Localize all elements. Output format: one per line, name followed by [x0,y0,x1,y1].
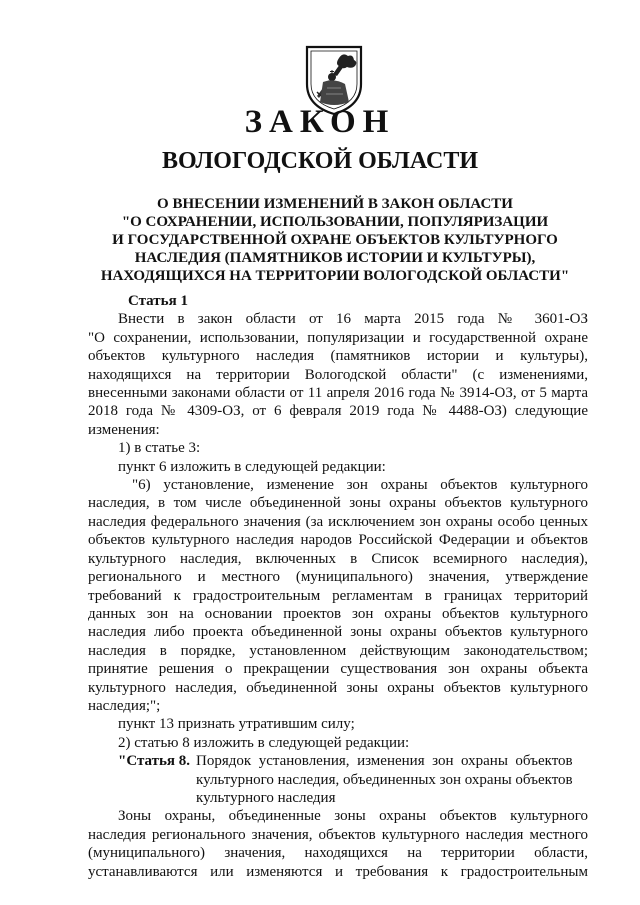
article-8-text-line: (муниципального) значения, находящихся на территории области, [88,845,588,862]
quote-line: данных зон на основании проектов зон охраны объектов культурного [88,605,588,622]
article-1-title: Статья 1 [128,293,188,309]
item-1: 1) в статье 3: [118,440,201,457]
quote-line: наследия;"; [88,697,161,714]
quote-line: наследия федерального значения (за исключением зон охраны особо ценных [88,513,588,530]
intro-line: внесенными законами области от 11 апреля 2016 года № 3914-ОЗ, от 5 марта [88,385,588,402]
article-8-text-line: наследия регионального значения, объектов культурного наследия местного [88,826,588,843]
intro-line: находящихся на территории Вологодской области" (с изменениями, [88,366,588,383]
intro-line: 2018 года № 4309-ОЗ, от 6 февраля 2019 года № 4488-ОЗ) следующие [88,403,588,420]
item-2: 2) статью 8 изложить в следующей редакции: [118,734,410,751]
article-8-title [190,752,573,807]
heading-line: О ВНЕСЕНИИ ИЗМЕНЕНИЙ В ЗАКОН ОБЛАСТИ [157,196,513,212]
article-8-text-line: устанавливаются или изменяются и требования к градостроительным [88,863,588,880]
item-1-point: пункт 6 изложить в следующей редакции: [118,458,386,475]
intro-line: "О сохранении, использовании, популяризации и государственной охране [88,329,588,346]
heading-line: И ГОСУДАРСТВЕННОЙ ОХРАНЕ ОБЪЕКТОВ КУЛЬТУРНОГО [112,232,558,248]
point-13: пункт 13 признать утратившим силу; [118,716,355,733]
heading-line: НАХОДЯЩИХСЯ НА ТЕРРИТОРИИ ВОЛОГОДСКОЙ ОБЛАСТИ" [100,268,570,284]
quote-line: "6) установление, изменение зон охраны объектов культурного [132,477,588,494]
article-8-title-line: культурного наследия, объединенных зон охраны объектов [196,771,573,788]
intro-line: Внести в закон области от 16 марта 2015 года № 3601-ОЗ [118,311,588,328]
quote-line: наследия либо проекта объединенной зоны охраны объектов культурного [88,624,588,641]
quote-line: принятие решения о прекращении существования зон охраны объекта [88,661,588,678]
intro-line: изменения: [88,421,160,438]
heading-line: НАСЛЕДИЯ (ПАМЯТНИКОВ ИСТОРИИ И КУЛЬТУРЫ), [134,250,536,266]
quote-line: наследия, в том числе объединенной зоны охраны объектов культурного [88,495,588,512]
intro-line: объектов культурного наследия (памятников истории и культуры), [88,348,588,365]
quote-line: культурного наследия, включенных в Список всемирного наследия), [88,550,588,567]
document-body [88,292,588,881]
law-title: ЗАКОН [244,104,396,140]
quote-line: культурного наследия, объединенной зоны охраны объектов культурного [88,679,588,696]
quote-line: наследия в порядке, установленном действующим законодательством; [88,642,588,659]
law-heading [90,195,580,285]
quote-line: регионального и местного (муниципального) значения, утверждение [88,569,588,586]
article-8-title-line: Порядок установления, изменения зон охраны объектов [196,753,573,770]
quote-line: требований к градостроительным регламентам в границах территорий [88,587,588,604]
region-subtitle: ВОЛОГОДСКОЙ ОБЛАСТИ [161,148,479,174]
heading-line: "О СОХРАНЕНИИ, ИСПОЛЬЗОВАНИИ, ПОПУЛЯРИЗАЦИИ [121,214,549,230]
article-8-label: "Статья 8. [118,753,191,770]
quote-line: объектов культурного наследия народов Российской Федерации и объектов [88,532,588,549]
article-8-text-line: Зоны охраны, объединенные зоны охраны объектов культурного [118,808,588,825]
article-8-title-line: культурного наследия [196,789,336,806]
article-8-header [88,752,588,807]
